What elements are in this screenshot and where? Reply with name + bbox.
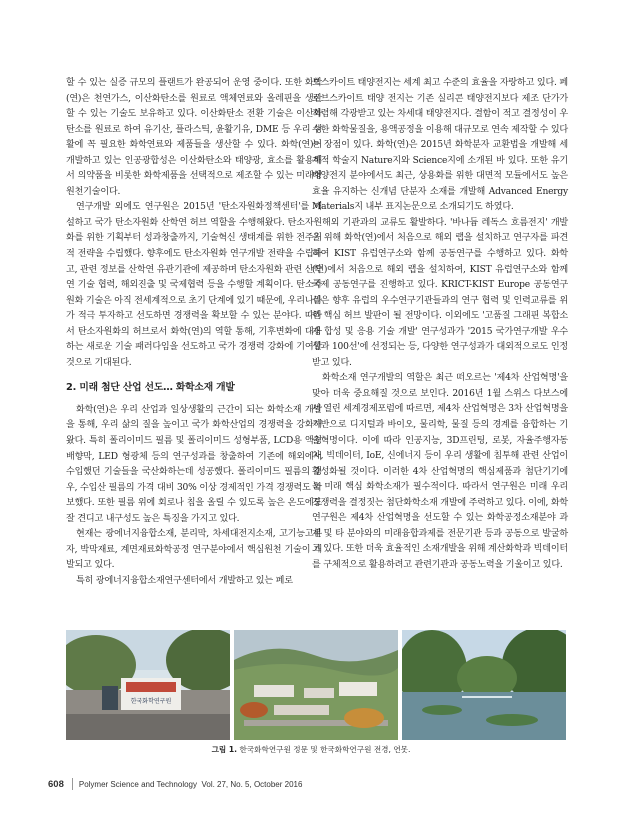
figure-label: 그림 1. [211,745,238,754]
figure-caption [0,744,622,755]
figure-photos [66,630,566,740]
gate-sign: 한국화학연구원 [130,698,172,705]
section-heading: 2. 미래 첨단 산업 선도… 화학소재 개발 [66,382,235,394]
page-footer [48,778,302,790]
paragraph: 할 수 있는 실증 규모의 플랜트가 완공되어 운영 중이다. 또한 화학(연)은 천연가스, 이산화탄소를 원료로 액체연료와 올레핀을 생산할 수 있는 기술도 보유하고 있다. 이산화탄소 전환 기술은 이산화탄소를 원료로 하여 유기산, 플라스틱, 윤활기유, DME 등 우리 생활에 꼭 필요한 화학연료와 제품들을 생산할 수 있다. 화학(연)이 개발하고 있는 인공광합성은 이산화탄소와 태양광, 효소를 활용해서 의약품을 비롯한 화학제품을 선택적으로 제조할 수 있는 미래형 원천기술이다. [66,78,322,197]
paragraph: 브스카이트 태양전지는 세계 최고 수준의 효율을 자랑하고 있다. 페로브스카이트 태양 전지는 기존 실리콘 태양전지보다 제조 단가가 저렴해 각광받고 있는 차세대 태양전지다. 결함이 적고 결정성이 우수한 화학물질을, 용액공정을 이용해 대규모로 연속 제작할 수 있다는 장점이 있다. 화학(연)은 2015년 화학분자 교환법을 개발해 세계적 학술지 Nature지와 Science지에 소개된 바 있다. 또한 유기태양전지 분야에서도 최근, 상용화를 위한 대면적 모듈에서도 높은 효율 유지하는 신개념 단분자 소재를 개발해 Advanced Energy Materials지 내부 표지논문으로 소개되기도 하였다. [312,78,568,213]
photo-pond [402,630,566,740]
left-column [66,76,322,590]
footer-divider [72,778,73,790]
paragraph: 해외 기관과의 교류도 활발하다. '바나듐 레독스 흐름전지' 개발을 위해 화학(연)에서 처음으로 해외 랩을 설치하고 연구자를 파견하여 KIST 유럽연구소와 함께 공동연구를 수행하고 있다. 화학(연)에서 처음으로 해외 랩을 설치하여, KIST 유럽연구소와 함께 국제 공동연구를 진행하고 있다. KRICT-KIST Europe 공동연구실은 향후 유럽의 우수연구기관들과의 연구 협력 및 인력교류를 위한 핵심 허브 발판이 될 전망이다. 이외에도 '고품질 그래핀 복합소재 합성 및 응용 기술 개발' 연구성과가 '2015 국가연구개발 우수성과 100선'에 선정되는 등, 다양한 연구성과가 대외적으로도 인정받고 있다. [312,217,568,368]
journal-issue: Vol. 27, No. 5, October 2016 [201,779,303,789]
paragraph: 현재는 광에너지융합소재, 분리막, 차세대전지소재, 고기능고분자, 박막재료, 계면재료화학공정 연구분야에서 핵심원천 기술이 개발되고 있다. [66,529,322,571]
paragraph: 특히 광에너지융합소재연구센터에서 개발하고 있는 페로 [76,575,293,586]
figure-caption-text: 한국화학연구원 정문 및 한국화학연구원 전경, 연못. [237,745,411,754]
right-column [312,76,568,574]
paragraph: 연구개발 외에도 연구원은 2015년 '탄소자원화정책센터'를 개설하고 국가 탄소자원화 산학연 허브 역할을 수행해왔다. 탄소자원화를 위한 기획부터 성과창출까지, 기술혁신 생태계를 위한 전주기적 전략을 수립했다. 향후에도 탄소자원화 연구개발 전략을 수립하고, 관련 정보를 산학연 유관기관에 제공하며 탄소자원화 관련 산학연 기술 협력, 해외진출 및 국제협력 등을 수행할 계획이다. 탄소자원화 기술은 아직 전세계적으로 초기 단계에 있기 때문에, 우리나라가 적극 투자하고 선도하면 경쟁력을 확보할 수 있는 분야다. 따라서 탄소자원화의 허브로서 화학(연)의 역할 통해, 기후변화에 대응하는 새로운 기술 패러다임을 선도하고 국가 경쟁력 강화에 기여할 것으로 기대된다. [66,202,322,368]
journal-name: Polymer Science and Technology [78,779,198,789]
paragraph: 화학소재 연구개발의 역할은 최근 떠오르는 '제4차 산업혁명'을 맞아 더욱 중요해질 것으로 보인다. 2016년 1월 스위스 다보스에서 열린 세계경제포럼에 따르면, 제4차 산업혁명은 3차 산업혁명을 기반으로 디지털과 바이오, 물리학, 물질 등의 경계를 융합하는 기술혁명이다. 이에 따라 인공지능, 3D프린팅, 로봇, 자율주행자동차, 빅데이터, IoE, 신에너지 등이 우리 생활에 침투해 관련 산업이 활성화될 것이다. 이러한 4차 산업혁명의 핵심제품과 첨단기기에는 미래 핵심 화학소재가 필수적이다. 따라서 연구원은 미래 우리 경쟁력을 결정짓는 첨단화학소재 개발에 주력하고 있다. 이에, 화학연구원은 제4차 산업혁명을 선도할 수 있는 화학공정소재분야 과제 및 타 분야와의 미래융합과제를 전문기관 등과 공동으로 발굴하고 있다. 또한 더욱 효율적인 소재개발을 위해 계산화학과 빅데이터를 구체적으로 활용하려고 관련기관과 공동노력을 기울이고 있다. [312,373,568,570]
paragraph: 화학(연)은 우리 산업과 일상생활의 근간이 되는 화학소재 개발을 통해, 우리 삶의 질을 높이고 국가 화학산업의 경쟁력을 강화해왔다. 특히 폴리이미드 필름 및 폴리이미드 성형부품, LCD용 액정 배향막, LED 형광체 등의 연구성과를 창출하여 기존에 해외에서 수입했던 기술들을 국산화하는데 성공했다. 폴리이미드 필름의 경우, 수입산 필름의 가격 대비 30% 이상 경제적인 가격 경쟁력도 확보했다. 또한 필름 위에 회로나 칩을 올릴 수 있도록 높은 온도에도 잘 견디고 내구성도 높은 특징을 가지고 있다. [66,404,322,524]
photo-main-gate [66,630,230,740]
photo-campus-aerial [234,630,398,740]
page-number: 608 [48,778,64,790]
